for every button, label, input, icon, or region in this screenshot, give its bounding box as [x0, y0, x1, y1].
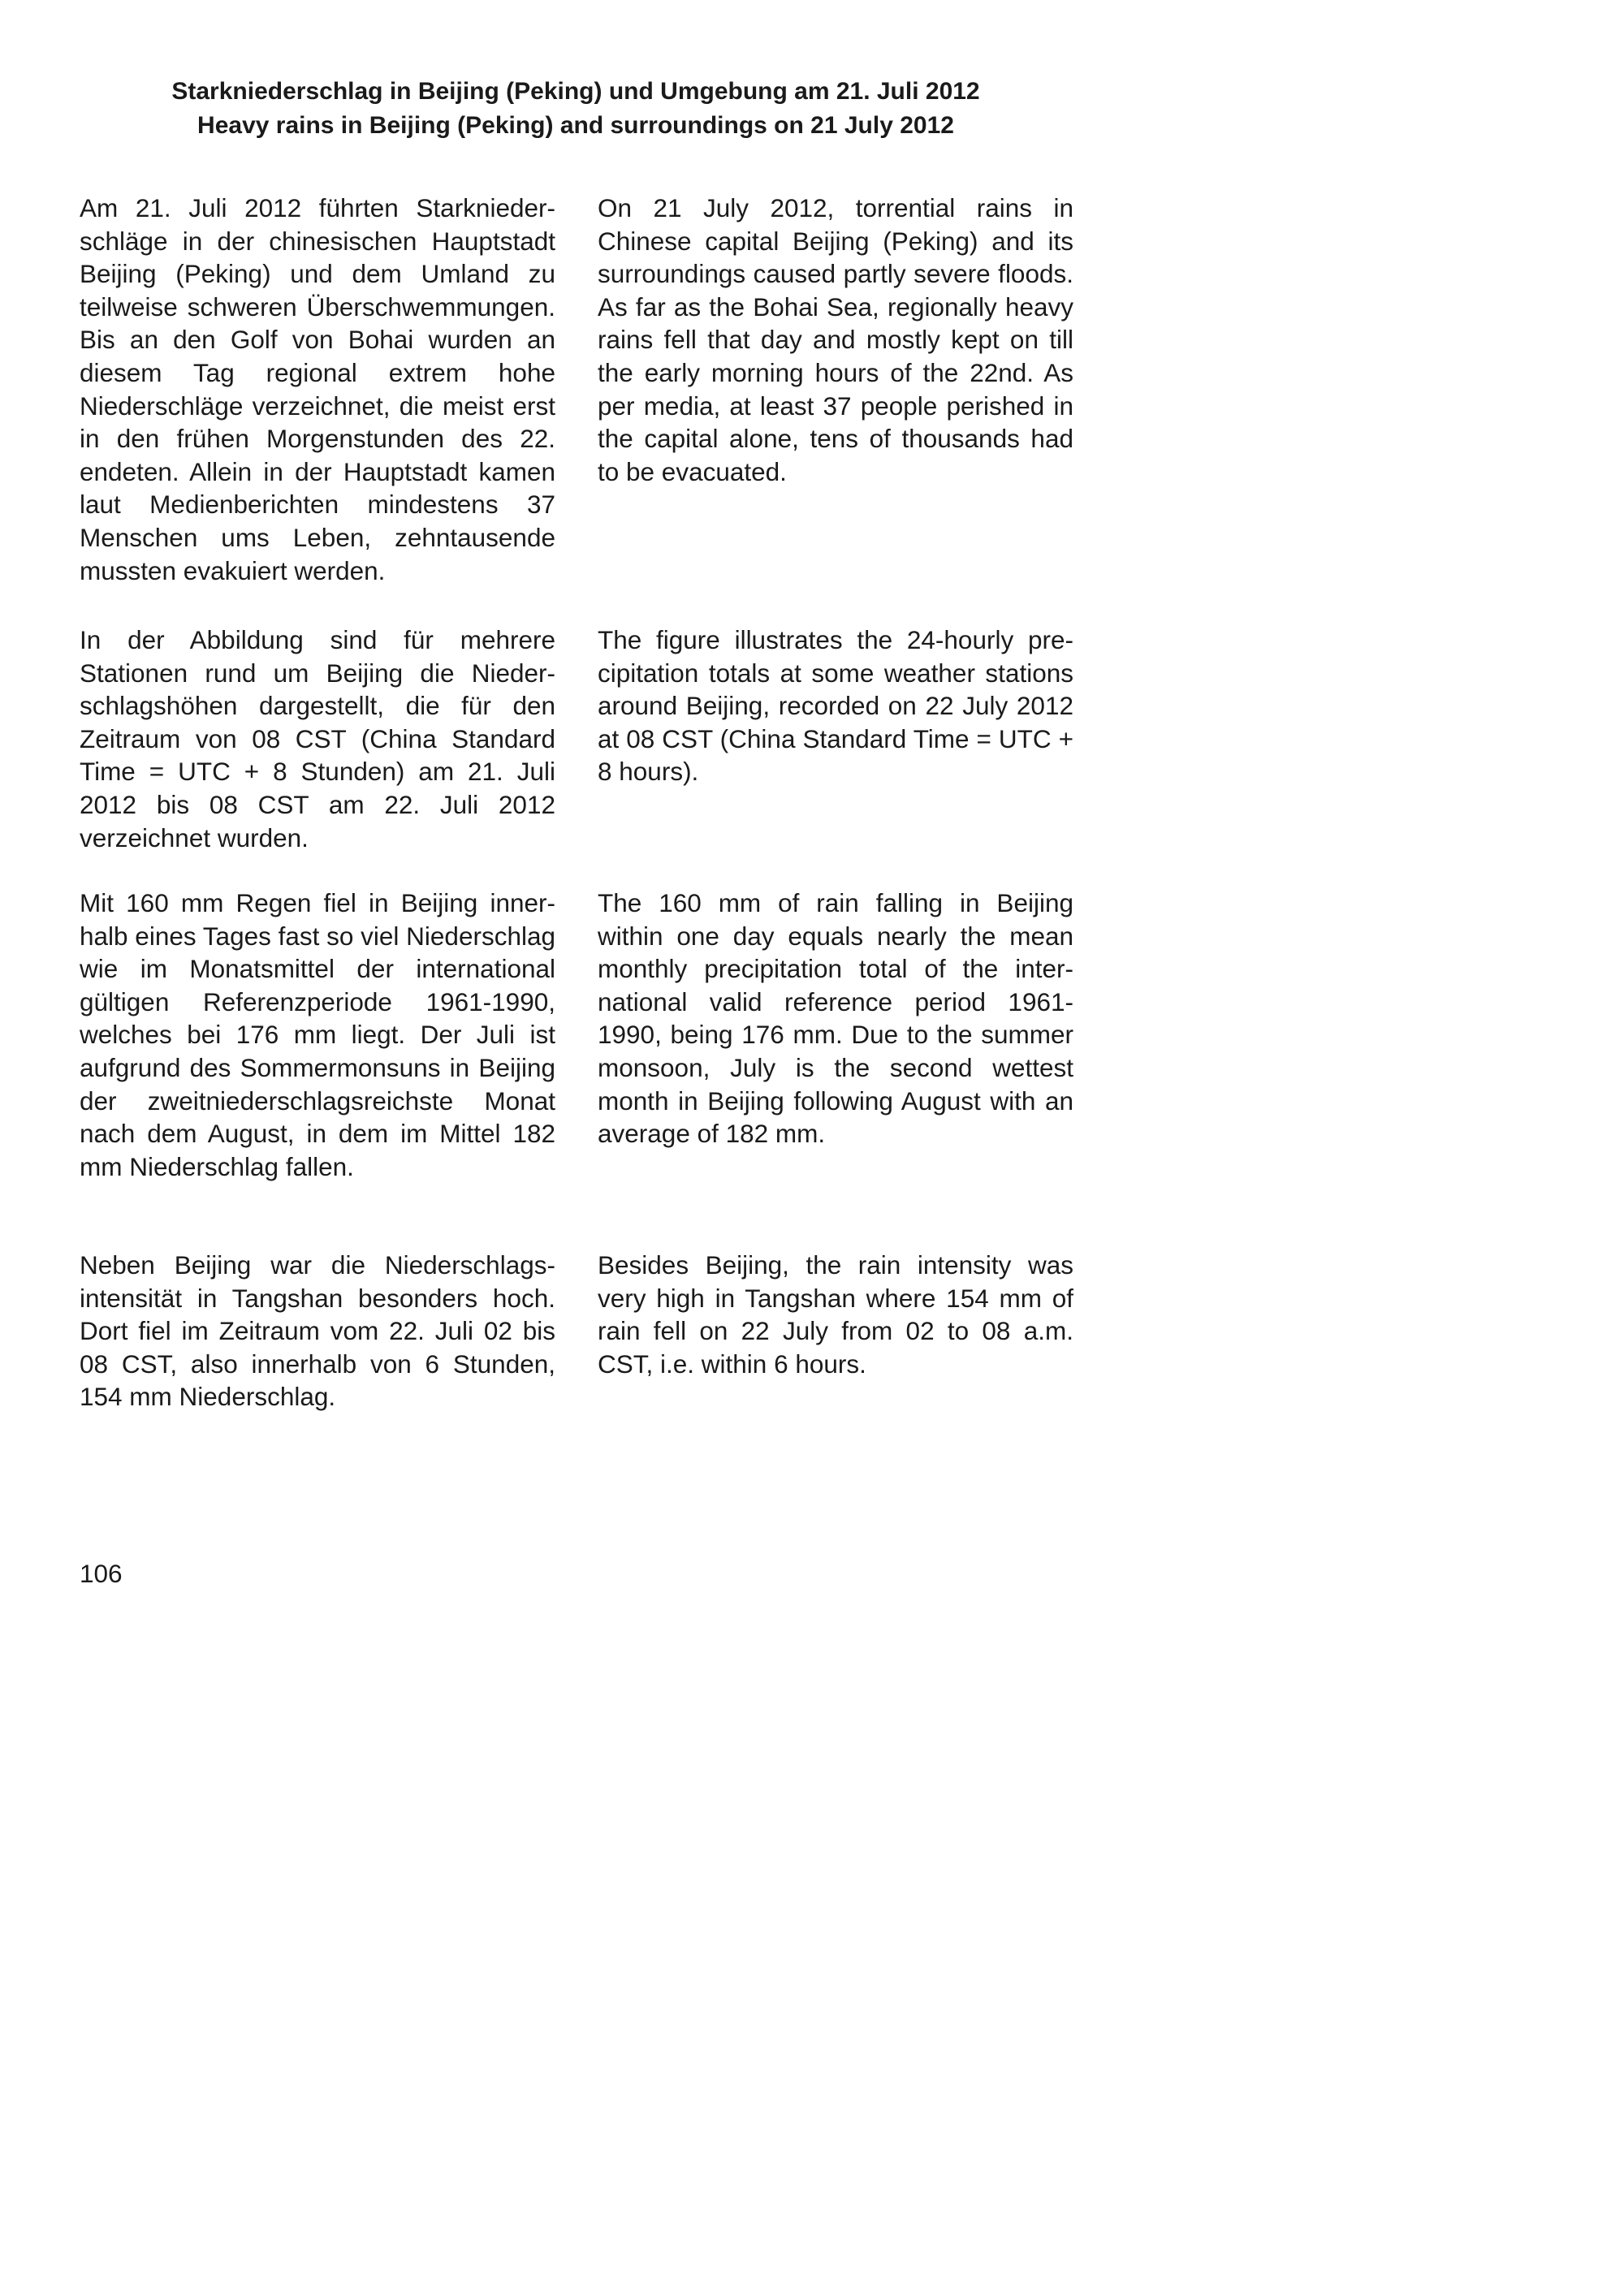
german-paragraph-event-summary: Am 21. Juli 2012 führten Starkniederschläge in der chinesischen Hauptstadt Beijing (Peking) und dem Umland zu teilweise schweren Überschwemmungen. Bis an den Golf von Bohai wurden an diesem Tag regional extrem hohe Niederschläge verzeichnet, die meist erst in den frühen Morgenstunden des 22. endeten. Allein in der Hauptstadt kamen laut Medienberichten mindestens 37 Menschen ums Leben, zehntausende mussten evakuiert werden.: [80, 193, 555, 585]
page-number: 106: [80, 1559, 123, 1588]
english-paragraph-block: [598, 1249, 1073, 1444]
english-paragraph-tangshan: Besides Beijing, the rain intensity was very high in Tangshan where 154 mm of rain fell on 22 July from 02 to 08 a.m. CST, i.e. within 6 hours.: [598, 1250, 1073, 1379]
german-paragraph-beijing-rainfall: Mit 160 mm Regen fiel in Beijing innerhalb eines Tages fast so viel Niederschlag wie im Monatsmittel der international gültigen Referenzperiode 1961-1990, welches bei 176 mm liegt. Der Juli ist aufgrund des Sommermonsuns in Beijing der zweitniederschlagsreichste Monat nach dem August, in dem im Mittel 182 mm Niederschlag fallen.: [80, 888, 556, 1181]
german-paragraph-block: [80, 192, 555, 624]
english-paragraph-figure-description: The figure illustrates the 24-hourly precipitation totals at some weather stations around Beijing, recorded on 22 July 2012 at 08 CST (China Standard Time = UTC + 8 hours).: [598, 625, 1073, 787]
english-paragraph-block: [598, 624, 1073, 887]
english-paragraph-event-summary: On 21 July 2012, torrential rains in Chinese capital Beijing (Peking) and its surroundings caused partly severe floods. As far as the Bohai Sea, regionally heavy rains fell that day and mostly kept on till the early morning hours of the 22nd. As per media, at least 37 people perished in the capital alone, tens of thousands had to be evacuated.: [598, 193, 1073, 486]
page-title-german: Starkniederschlag in Beijing (Peking) und Umgebung am 21. Juli 2012: [171, 78, 980, 105]
page-title-english: Heavy rains in Beijing (Peking) and surroundings on 21 July 2012: [197, 112, 954, 139]
german-text-column: [80, 192, 555, 1444]
page-header: [0, 75, 1151, 143]
english-paragraph-block: [598, 887, 1073, 1249]
german-paragraph-block: [80, 887, 555, 1249]
english-paragraph-beijing-rainfall: The 160 mm of rain falling in Beijing within one day equals nearly the mean monthly precipitation total of the international valid reference period 1961-1990, being 176 mm. Due to the summer monsoon, July is the second wettest month in Beijing following August with an average of 182 mm.: [598, 888, 1073, 1149]
english-paragraph-block: [598, 192, 1073, 624]
german-paragraph-block: [80, 624, 555, 887]
german-paragraph-block: [80, 1249, 555, 1444]
english-text-column: [598, 192, 1073, 1444]
german-paragraph-tangshan: Neben Beijing war die Niederschlagsintensität in Tangshan besonders hoch. Dort fiel im Zeitraum vom 22. Juli 02 bis 08 CST, also innerhalb von 6 Stunden, 154 mm Niederschlag.: [80, 1250, 555, 1412]
german-paragraph-figure-description: In der Abbildung sind für mehrere Stationen rund um Beijing die Niederschlagshöhen dargestellt, die für den Zeitraum von 08 CST (China Standard Time = UTC + 8 Stunden) am 21. Juli 2012 bis 08 CST am 22. Juli 2012 verzeichnet wurden.: [80, 625, 555, 852]
